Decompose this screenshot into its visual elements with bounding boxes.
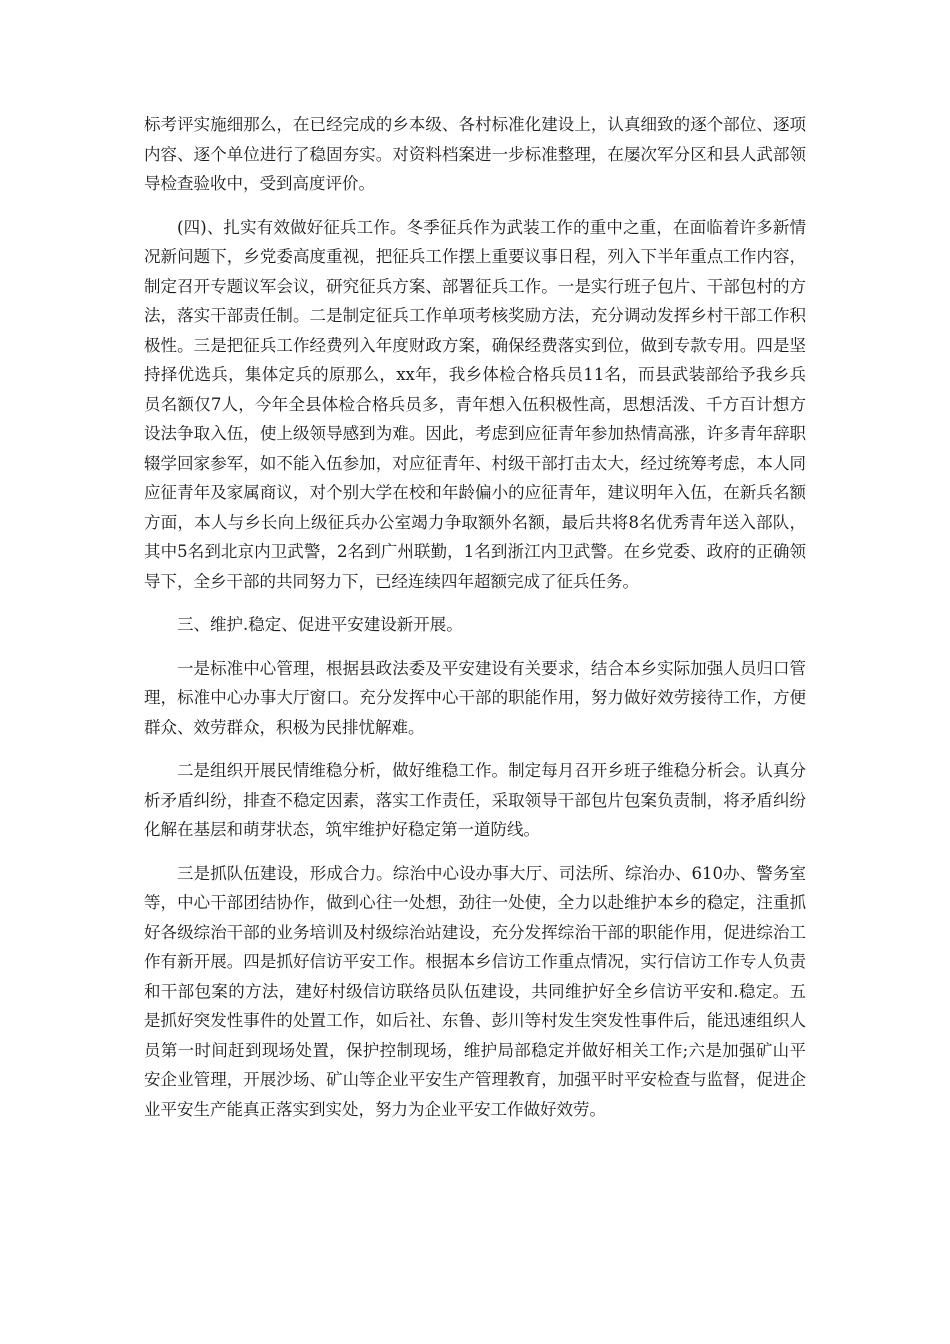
paragraph-team-building: 三是抓队伍建设，形成合力。综治中心设办事大厅、司法所、综治办、610办、警务室等，中心干部团结协作，做到心往一处想，劲往一处使，全力以赴维护本乡的稳定，注重抓好各级综治干部的业务培训及村级综治站建设，充分发挥综治干部的职能作用，促进综治工作有新开展。四是抓好信访平安工作。根据本乡信访工作重点情况，实行信访工作专人负责和干部包案的方法，建好村级信访联络员队伍建设，共同维护好全乡信访平安和.稳定。五是抓好突发性事件的处置工作，如后社、东鲁、彭川等村发生突发性事件后，能迅速组织人员第一时间赶到现场处置，保护控制现场，维护局部稳定并做好相关工作;六是加强矿山平安企业管理，开展沙场、矿山等企业平安生产管理教育，加强平时平安检查与监督，促进企业平安生产能真正落实到实处，努力为企业平安工作做好效劳。 bbox=[144, 863, 806, 1119]
paragraph-standardization: 标考评实施细那么，在已经完成的乡本级、各村标准化建设上，认真细致的逐个部位、逐项内容、逐个单位进行了稳固夯实。对资料档案进一步标准整理，在屡次军分区和县人武部领导检查验收中，受到高度评价。 bbox=[144, 115, 806, 193]
paragraph-center-management: 一是标准中心管理，根据县政法委及平安建设有关要求，结合本乡实际加强人员归口管理，标准中心办事大厅窗口。充分发挥中心干部的职能作用，努力做好效劳接待工作，方便群众、效劳群众，积极为民排忧解难。 bbox=[144, 658, 806, 737]
paragraph-conscription: (四)、扎实有效做好征兵工作。冬季征兵作为武装工作的重中之重，在面临着许多新情况新问题下，乡党委高度重视，把征兵工作摆上重要议事日程，列入下半年重点工作内容，制定召开专题议军会议，研究征兵方案、部署征兵工作。一是实行班子包片、干部包村的方法，落实干部责任制。二是制定征兵工作单项考核奖励方法，充分调动发挥乡村干部工作积极性。三是把征兵工作经费列入年度财政方案，确保经费落实到位，做到专款专用。四是坚持择优选兵，集体定兵的原那么，xx年，我乡体检合格兵员11名，而县武装部给予我乡兵员名额仅7人，今年全县体检合格兵员多，青年想入伍积极性高，思想活泼、千方百计想方设法争取入伍，使上级领导感到为难。因此，考虑到应征青年参加热情高涨，许多青年辞职辍学回家参军，如不能入伍参加，对应征青年、村级干部打击太大，经过统筹考虑，本人同应征青年及家属商议，对个别大学在校和年龄偏小的应征青年，建议明年入伍，在新兵名额方面，本人与乡长向上级征兵办公室竭力争取额外名额，最后共将8名优秀青年送入部队，其中5名到北京内卫武警，2名到广州联勤，1名到浙江内卫武警。在乡党委、政府的正确领导下，全乡干部的共同努力下，已经连续四年超额完成了征兵任务。 bbox=[144, 217, 806, 591]
document-body bbox=[144, 110, 806, 1138]
section-heading-stability: 三、维护.稳定、促进平安建设新开展。 bbox=[177, 615, 463, 634]
paragraph-stability-analysis: 二是组织开展民情维稳分析，做好维稳工作。制定每月召开乡班子维稳分析会。认真分析矛盾纠纷，排查不稳定因素，落实工作责任，采取领导干部包片包案负责制，将矛盾纠纷化解在基层和萌芽状态，筑牢维护好稳定第一道防线。 bbox=[144, 761, 806, 839]
